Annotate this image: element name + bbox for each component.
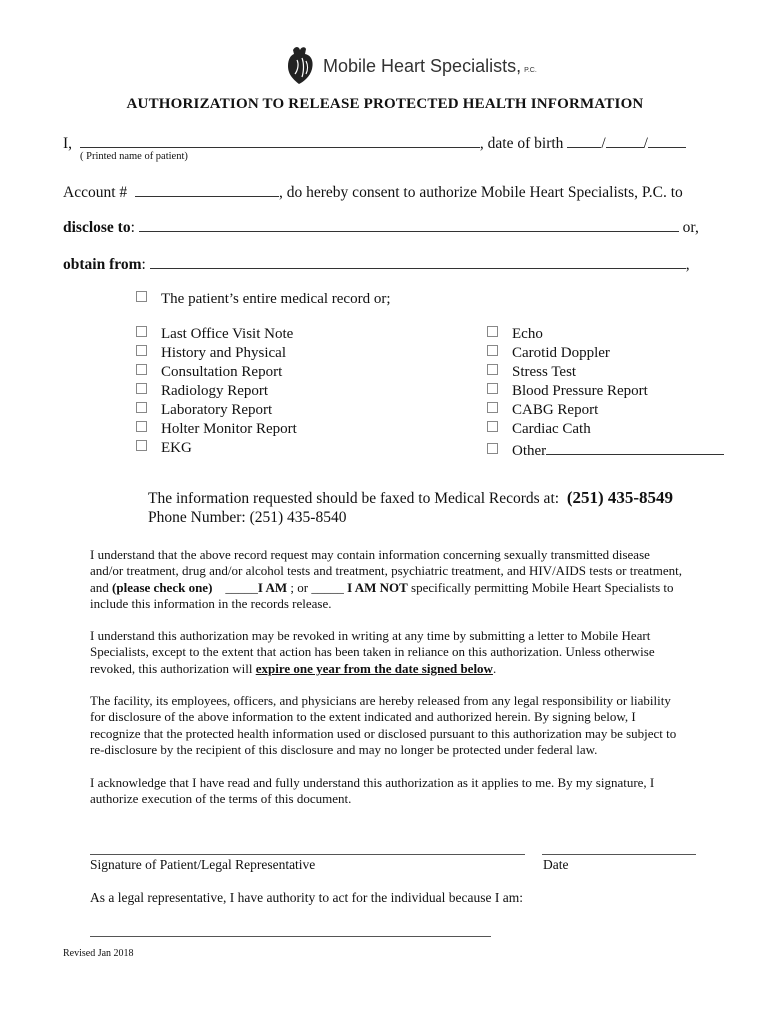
record-option-cabg[interactable]: CABG Report xyxy=(487,401,724,420)
patient-name-field[interactable] xyxy=(80,132,480,148)
paragraph-release: The facility, its employees, officers, and physicians are hereby released from any legal responsibility or liability for disclosure of the above information to the extent indicated and authorized herein. By signing below, I recognize that the protected health information used or disclosed pursuant to this authorization may be subject to re-disclosure by the recipient of this disclosure and may no longer be protected under federal law. xyxy=(90,693,677,757)
checkbox[interactable] xyxy=(487,402,498,413)
record-option-blood-pressure[interactable]: Blood Pressure Report xyxy=(487,382,724,401)
dob-day-field[interactable] xyxy=(606,132,644,148)
obtain-from-field[interactable] xyxy=(150,253,686,269)
heart-logo-icon xyxy=(285,46,315,86)
patient-line: I, , date of birth / / xyxy=(63,132,686,153)
record-option-laboratory[interactable]: Laboratory Report xyxy=(136,401,297,420)
checkbox[interactable] xyxy=(136,326,147,337)
account-number-field[interactable] xyxy=(135,181,279,197)
paragraph-acknowledge: I acknowledge that I have read and fully understand this authorization as it applies to me. By my signature, I authorize execution of the terms of this document. xyxy=(90,775,655,807)
checkbox[interactable] xyxy=(487,345,498,356)
checkbox[interactable] xyxy=(487,383,498,394)
record-option-last-office-visit[interactable]: Last Office Visit Note xyxy=(136,325,297,344)
other-field[interactable] xyxy=(546,439,724,455)
checkbox[interactable] xyxy=(136,440,147,451)
records-right-list xyxy=(487,325,724,461)
org-name: Mobile Heart Specialists, P.C. xyxy=(323,55,537,76)
record-option-consultation[interactable]: Consultation Report xyxy=(136,363,297,382)
checkbox[interactable] xyxy=(136,383,147,394)
phone-number: Phone Number: (251) 435-8540 xyxy=(148,509,347,526)
signature-label: Signature of Patient/Legal Representative xyxy=(90,857,316,872)
record-option-ekg[interactable]: EKG xyxy=(136,439,297,458)
revision-note: Revised Jan 2018 xyxy=(63,948,134,959)
checkbox[interactable] xyxy=(487,364,498,375)
checkbox[interactable] xyxy=(487,421,498,432)
date-label: Date xyxy=(543,857,569,872)
records-left-list xyxy=(136,325,297,458)
record-option-other[interactable]: Other xyxy=(487,439,724,461)
record-option-stress-test[interactable]: Stress Test xyxy=(487,363,724,382)
disclose-line: disclose to: or, xyxy=(63,216,699,237)
fax-number: (251) 435-8549 xyxy=(566,488,674,507)
legal-rep-field[interactable] xyxy=(90,936,491,937)
checkbox[interactable] xyxy=(136,364,147,375)
record-option-radiology[interactable]: Radiology Report xyxy=(136,382,297,401)
fax-line: The information requested should be faxed to Medical Records at: (251) 435-8549 xyxy=(148,488,674,507)
dob-year-field[interactable] xyxy=(648,132,686,148)
record-option-history-physical[interactable]: History and Physical xyxy=(136,344,297,363)
account-line: Account # , do hereby consent to authorize Mobile Heart Specialists, P.C. to xyxy=(63,181,683,202)
checkbox[interactable] xyxy=(136,402,147,413)
paragraph-disclosure: I understand that the above record request may contain information concerning sexually transmitted disease and/or treatment, drug and/or alcohol tests and treatment, psychiatric treatment, and HIV/AIDS tests or treatment, and (please check one) _____I AM ; or _____ I AM NOT specifically permitting Mobile Heart Specialists to include this information in the records release. xyxy=(90,547,683,611)
record-option-carotid-doppler[interactable]: Carotid Doppler xyxy=(487,344,724,363)
checkbox[interactable] xyxy=(136,345,147,356)
date-field[interactable] xyxy=(542,854,696,855)
checkbox[interactable] xyxy=(487,326,498,337)
entire-record-option[interactable]: The patient’s entire medical record or; xyxy=(136,290,390,309)
paragraph-revocation: I understand this authorization may be revoked in writing at any time by submitting a letter to Mobile Heart Specialists, except to the extent that action has been taken in reliance on this authorization. Unless otherwise revoked, this authorization will expire one year from the date signed below. xyxy=(90,628,655,676)
disclose-to-field[interactable] xyxy=(139,216,679,232)
page-title: AUTHORIZATION TO RELEASE PROTECTED HEALTH INFORMATION xyxy=(126,96,644,112)
checkbox[interactable] xyxy=(136,291,147,302)
record-option-cardiac-cath[interactable]: Cardiac Cath xyxy=(487,420,724,439)
name-caption: ( Printed name of patient) xyxy=(80,151,188,162)
legal-rep-text: As a legal representative, I have authority to act for the individual because I am: xyxy=(90,890,523,905)
checkbox[interactable] xyxy=(487,443,498,454)
checkbox[interactable] xyxy=(136,421,147,432)
logo xyxy=(285,46,537,86)
i-am-blank[interactable]: _____ xyxy=(225,579,258,595)
signature-field[interactable] xyxy=(90,854,525,855)
obtain-line: obtain from: , xyxy=(63,253,690,274)
dob-month-field[interactable] xyxy=(567,132,601,148)
record-option-echo[interactable]: Echo xyxy=(487,325,724,344)
record-option-holter[interactable]: Holter Monitor Report xyxy=(136,420,297,439)
i-am-not-blank[interactable]: _____ xyxy=(311,579,344,595)
